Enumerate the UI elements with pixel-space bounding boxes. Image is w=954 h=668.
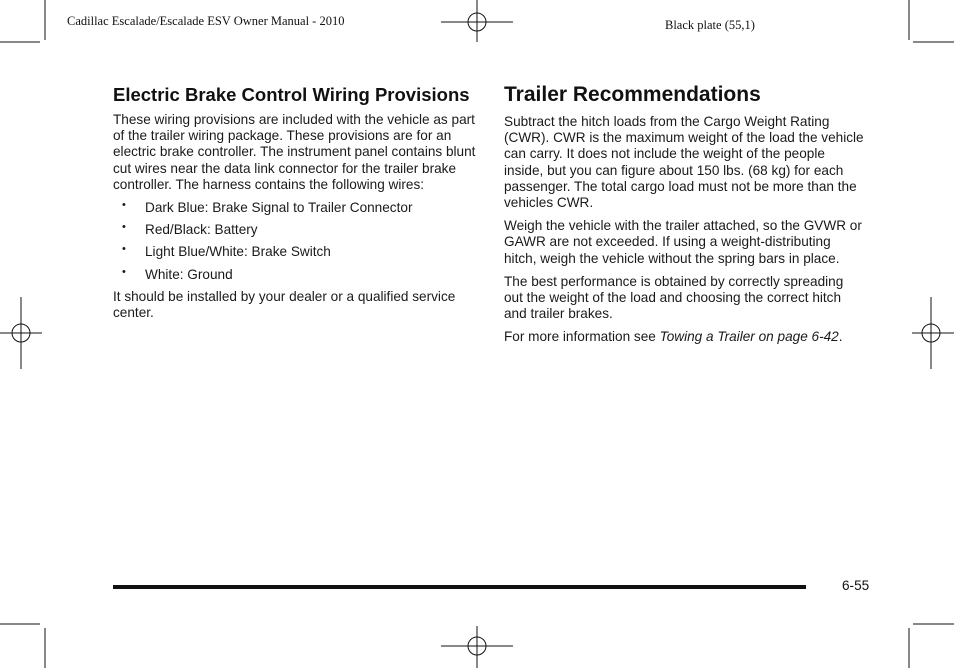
registration-mark-left	[0, 297, 42, 369]
bullet-icon: •	[122, 265, 126, 278]
footer-rule	[113, 585, 806, 589]
bullet-icon: •	[122, 243, 126, 256]
list-item: • White: Ground	[122, 265, 233, 282]
brake-wiring-closing: It should be installed by your dealer or a qualified service center.	[113, 288, 456, 321]
list-item: • Dark Blue: Brake Signal to Trailer Connector	[122, 199, 413, 216]
brake-wiring-intro: These wiring provisions are included with the vehicle as part of the trailer wiring package. These provisions are for an electric brake controller. The instrument panel contains blunt cut wires near the data link connector for the trailer brake controller. The harness contains the following wires:	[113, 112, 476, 192]
section-heading-brake-wiring: Electric Brake Control Wiring Provisions	[113, 84, 470, 105]
right-column	[504, 83, 864, 353]
trailer-paragraph-1: Subtract the hitch loads from the Cargo Weight Rating (CWR). CWR is the maximum weight of the load the vehicle can carry. It does not include the weight of the people inside, but you can figure about 150 lbs. (68 kg) for each passenger. The total cargo load must not be more than the vehicles CWR.	[504, 114, 864, 211]
header-plate-info: Black plate (55,1)	[665, 18, 755, 32]
list-item: • Red/Black: Battery	[122, 221, 258, 238]
page-number: 6-55	[842, 578, 870, 593]
wire-list	[113, 200, 481, 283]
registration-mark-right	[912, 297, 954, 369]
section-heading-trailer-recommendations: Trailer Recommendations	[504, 83, 761, 106]
more-info-paragraph: For more information see Towing a Trailer on page 6-42.	[504, 329, 843, 345]
trailer-paragraph-2: Weigh the vehicle with the trailer attached, so the GVWR or GAWR are not exceeded. If using a weight-distributing hitch, weigh the vehicle without the spring bars in place.	[504, 218, 862, 266]
bullet-icon: •	[122, 199, 126, 212]
list-item: • Light Blue/White: Brake Switch	[122, 243, 331, 260]
bullet-icon: •	[122, 221, 126, 234]
cross-reference-link[interactable]: Towing a Trailer on page 6-42	[659, 329, 839, 345]
left-column	[113, 84, 481, 328]
registration-mark-bottom	[441, 626, 513, 668]
registration-mark-top	[441, 0, 513, 42]
header-manual-title: Cadillac Escalade/Escalade ESV Owner Manual - 2010	[67, 14, 345, 28]
trailer-paragraph-3: The best performance is obtained by correctly spreading out the weight of the load and choosing the correct hitch and trailer brakes.	[504, 273, 844, 322]
